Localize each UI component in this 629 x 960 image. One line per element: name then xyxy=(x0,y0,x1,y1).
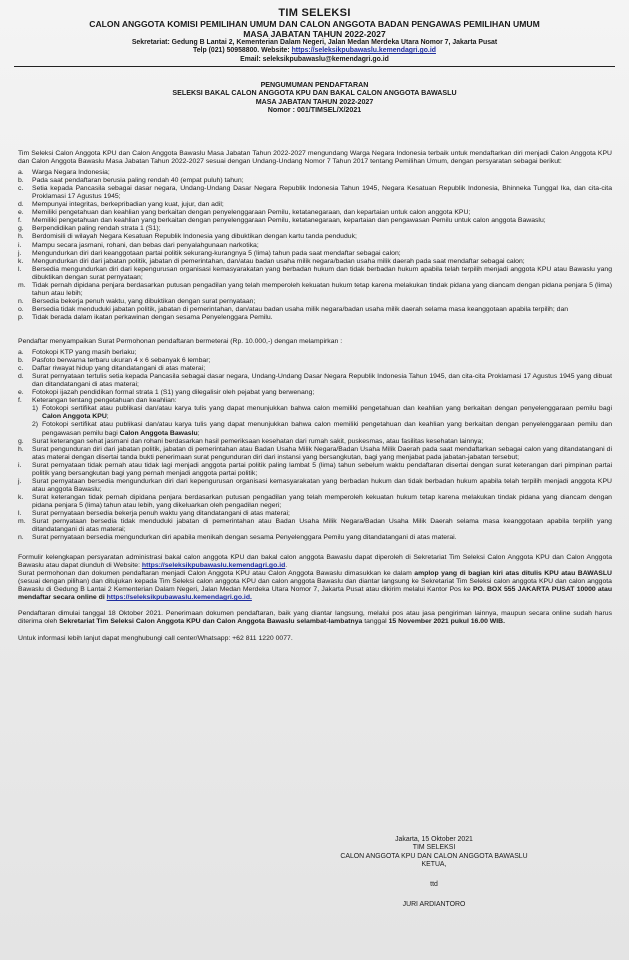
attachments-list xyxy=(18,349,612,405)
online-registration-link[interactable]: https://seleksikpubawaslu.kemendagri.go.id. xyxy=(106,594,252,602)
submission-paragraph: Surat permohonan dan dokumen pendaftaran menjadi Calon Anggota KPU atau Calon Anggota Bawaslu dimasukkan ke dalam amplop yang di bagian kiri atas ditulis KPU atau BAWASLU (sesuai dengan pilihan) dan ditujukan kepada Tim Seleksi calon anggota KPU dan calon anggota Bawaslu dan diantar langsung ke Sekretariat Tim Seleksi calon anggota KPU dan calon anggota Bawaslu di Gedung B Lantai 2 Kementerian Dalam Negeri, Jalan Medan Merdeka Utara Nomor 7, Jakarta Pusat atau dikirim melalui Kantor Pos ke PO. BOX 555 JAKARTA PUSAT 10000 atau mendaftar secara online di https://seleksikpubawaslu.kemendagri.go.id. xyxy=(18,570,613,602)
list-marker: c. xyxy=(18,185,24,193)
list-marker: l. xyxy=(18,265,22,273)
list-text: Tidak pernah dipidana penjara berdasarkan putusan pengadilan yang telah memperoleh kekuatan hukum tetap karena melakukan tindak pidana yang diancam dengan pidana penjara 5 (lima) tahun atau lebih; xyxy=(32,281,612,297)
signature-org-full: CALON ANGGOTA KPU DAN CALON ANGGOTA BAWASLU xyxy=(340,852,528,860)
list-marker: d. xyxy=(18,201,24,209)
signature-block xyxy=(340,836,528,910)
requirements-list xyxy=(18,169,612,322)
list-marker: 1) xyxy=(32,405,39,413)
list-item xyxy=(18,405,612,421)
list-marker: p. xyxy=(18,313,24,321)
signature-ttd: ttd xyxy=(430,881,438,889)
list-text: Surat pernyataan bersedia mengundurkan diri dari kepengurusan organisasi kemasyarakatan yang berbadan hukum dan tidak berbadan hukum apabila telah terpilih menjadi anggota KPU atau anggota Bawaslu; xyxy=(32,477,612,493)
list-text: Mengundurkan diri dari keanggotaan partai politik sekurang-kurangnya 5 (lima) tahun pada saat mendaftar sebagai calon; xyxy=(32,249,401,257)
form-download-link[interactable]: https://seleksikpubawaslu.kemendagri.go.id xyxy=(141,562,286,570)
list-item xyxy=(18,209,612,217)
list-marker: i. xyxy=(18,241,22,249)
list-item xyxy=(18,282,612,298)
header-term: MASA JABATAN TAHUN 2022-2027 xyxy=(243,29,386,39)
intro-paragraph: Tim Seleksi Calon Anggota KPU dan Calon Anggota Bawaslu Masa Jabatan Tahun 2022-2027 mengundang Warga Negara Indonesia terbaik untuk mendaftarkan diri menjadi Calon Anggota KPU dan Calon Anggota Bawaslu Masa Jabatan Tahun 2022-2027 sesuai dengan Undang-Undang Nomor 7 Tahun 2017 tentang Pemilihan Umum, dengan persyaratan sebagai berikut: xyxy=(18,150,612,166)
list-item xyxy=(18,201,612,209)
announcement-subject: SELEKSI BAKAL CALON ANGGOTA KPU DAN BAKAL CALON ANGGOTA BAWASLU xyxy=(172,89,457,98)
list-text: Bersedia mengundurkan diri dari kepengurusan organisasi kemasyarakatan yang berbadan hukum dan tidak berbadan hukum apabila telah terpilih menjadi anggota KPU atau Bawaslu yang dibuktikan dengan surat pernyataan; xyxy=(32,265,612,281)
announcement-number: Nomor : 001/TIMSEL/X/2021 xyxy=(267,106,362,115)
list-text: Surat keterangan sehat jasmani dan rohani berdasarkan hasil pemeriksaan kesehatan dari rumah sakit, puskesmas, atau fasilitas kesehatan lainnya; xyxy=(32,437,484,445)
list-marker: n. xyxy=(18,534,24,542)
list-text: Berpendidikan paling rendah strata 1 (S1); xyxy=(32,225,161,233)
list-marker: h. xyxy=(18,233,24,241)
header-secretariat: Sekretariat: Gedung B Lantai 2, Kementerian Dalam Negeri, Jalan Medan Merdeka Utara Nomor 7, Jakarta Pusat xyxy=(131,39,498,46)
list-text: Keterangan tentang pengetahuan dan keahlian: xyxy=(32,397,177,405)
list-marker: h. xyxy=(18,445,24,453)
list-item xyxy=(18,510,612,518)
list-text: Fotokopi ijazah pendidikan formal strata 1 (S1) yang dilegalisir oleh pejabat yang berwenang; xyxy=(32,389,315,397)
list-item xyxy=(18,438,612,446)
signatory-name: JURI ARDIANTORO xyxy=(402,901,466,909)
header-telp: Telp (021) 50958800. Website: xyxy=(193,47,292,55)
signature-role: KETUA, xyxy=(421,860,447,868)
list-text: Surat pernyataan tertulis setia kepada Pancasila sebagai dasar negara, Undang-Undang Dasar Negara Republik Indonesia Tahun 1945, dan cita-cita Proklamasi 17 Agustus 1945 yang dibuat dan ditandatangani di atas materai; xyxy=(32,373,612,389)
list-text: Memiliki pengetahuan dan keahlian yang berkaitan dengan penyelenggaraan Pemilu, ketatanegaraan, kepartaian dan pengawasan Pemilu untuk calon anggota Bawaslu; xyxy=(32,217,546,225)
list-marker: k. xyxy=(18,257,24,265)
list-text: Mengundurkan diri dari jabatan politik, jabatan di pemerintahan, dan/atau badan usaha milik negara/badan usaha milik daerah pada saat mendaftar sebagai calon; xyxy=(32,257,525,265)
list-marker: o. xyxy=(18,305,24,313)
list-text: Memiliki pengetahuan dan keahlian yang berkaitan dengan penyelenggaraan Pemilu, ketatanegaraan, dan kepartaian untuk calon anggota KPU; xyxy=(32,209,471,217)
header-divider xyxy=(14,66,615,67)
list-marker: j. xyxy=(18,249,22,257)
list-item xyxy=(18,446,612,462)
announcement-term: MASA JABATAN TAHUN 2022-2027 xyxy=(255,97,374,106)
list-text: Surat pernyataan tidak pernah atau tidak lagi menjadi anggota partai politik paling lambat 5 (lima) tahun sebelum waktu pendaftaran disertai dengan surat keterangan dari pimpinan partai politik yang bersangkutan bagi yang pernah menjadi anggota partai politik; xyxy=(32,461,612,477)
list-text: Surat keterangan tidak pernah dipidana penjara berdasarkan putusan pengadilan yang telah memperoleh kekuatan hukum tetap karena melakukan tindak pidana yang diancam dengan pidana penjara 5 (lima) tahun atau lebih, yang dikeluarkan oleh pengadilan negeri; xyxy=(32,493,612,509)
list-marker: 2) xyxy=(32,421,39,429)
announcement-title: PENGUMUMAN PENDAFTARAN xyxy=(260,80,369,89)
list-text: Tidak berada dalam ikatan perkawinan dengan sesama Penyelenggara Pemilu. xyxy=(32,313,273,321)
list-text: Warga Negara Indonesia; xyxy=(32,169,110,177)
expertise-sublist xyxy=(18,405,612,437)
list-text: Mampu secara jasmani, rohani, dan bebas dari penyalahgunaan narkotika; xyxy=(32,241,259,249)
list-marker: e. xyxy=(18,209,24,217)
list-item xyxy=(18,389,612,397)
list-item xyxy=(18,266,612,282)
list-item xyxy=(18,242,612,250)
list-text: Mempunyai integritas, berkepribadian yang kuat, jujur, dan adil; xyxy=(32,201,224,209)
website-link[interactable]: https://seleksikpubawaslu.kemendagri.go.id xyxy=(291,47,436,55)
list-marker: b. xyxy=(18,357,24,365)
list-marker: k. xyxy=(18,493,24,501)
list-text: Pasfoto berwarna terbaru ukuran 4 x 6 sebanyak 6 lembar; xyxy=(32,357,211,365)
header-contact xyxy=(0,47,629,55)
list-marker: m. xyxy=(18,518,26,526)
list-marker: c. xyxy=(18,365,24,373)
list-item xyxy=(18,534,612,542)
header-email: Email: seleksikpubawaslu@kemendagri.go.id xyxy=(240,55,389,63)
list-text: Fotokopi KTP yang masih berlaku; xyxy=(32,349,137,357)
list-item xyxy=(18,314,612,322)
list-item xyxy=(18,349,612,357)
signature-place-date: Jakarta, 15 Oktober 2021 xyxy=(395,836,473,843)
list-text: Pada saat pendaftaran berusia paling rendah 40 (empat puluh) tahun; xyxy=(32,177,244,185)
list-item xyxy=(18,233,612,241)
list-item xyxy=(18,462,612,478)
list-marker: b. xyxy=(18,177,24,185)
list-item xyxy=(18,177,612,185)
list-item xyxy=(18,518,612,534)
list-item xyxy=(18,250,612,258)
list-marker: g. xyxy=(18,225,24,233)
list-marker: e. xyxy=(18,389,24,397)
list-item xyxy=(18,397,612,405)
attachments-intro: Pendaftar menyampaikan Surat Permohonan pendaftaran bermeterai (Rp. 10.000,-) dengan melampirkan : xyxy=(18,337,343,345)
list-marker: a. xyxy=(18,349,24,357)
list-marker: d. xyxy=(18,373,24,381)
list-text: Surat pengunduran diri dari jabatan politik, jabatan di pemerintahan atau Badan Usaha Milik Negara/Badan Usaha Milik Daerah pada saat mendaftarkan sebagai calon yang ditandatangani di atas materai dengan disertai tanda bukti penerimaan surat pengunduran diri dari instansi yang bersangkutan, bagi yang menjabat pada jabatan-jabatan tersebut; xyxy=(32,445,612,461)
list-item xyxy=(18,225,612,233)
list-marker: m. xyxy=(18,281,26,289)
header-title: TIM SELEKSI xyxy=(278,7,351,19)
deadline-paragraph: Pendaftaran dimulai tanggal 18 Oktober 2021. Penerimaan dokumen pendaftaran, baik yang diantar langsung, melalui pos atau jasa pengiriman lainnya, maupun secara online sudah harus diterima oleh Sekretariat Tim Seleksi Calon Anggota KPU dan Calon Anggota Bawaslu selambat-lambatnya tanggal 15 November 2021 pukul 16.00 WIB. xyxy=(18,610,612,626)
list-item xyxy=(18,217,612,225)
list-item xyxy=(18,298,612,306)
attachments-list-continued xyxy=(18,438,612,543)
list-item xyxy=(18,494,612,510)
list-item xyxy=(18,169,612,177)
list-item xyxy=(18,373,612,389)
list-text: Surat pernyataan bersedia bekerja penuh waktu yang ditandatangani di atas materai; xyxy=(32,509,290,517)
list-text: Fotokopi sertifikat atau publikasi dan/atau karya tulis yang dapat menunjukkan bahwa calon memiliki pengetahuan dan keahlian yang berkaitan dengan penyelenggaraan pemilu dan pengawasan pemilu bagi Calon Anggota Bawaslu; xyxy=(42,421,612,437)
list-item xyxy=(18,365,612,373)
form-paragraph: Formulir kelengkapan persyaratan administrasi bakal calon anggota KPU dan bakal calon anggota Bawaslu dapat diperoleh di Sekretariat Tim Seleksi Calon Anggota KPU dan Calon Anggota Bawaslu atau dapat diunduh di Website: https://seleksikpubawaslu.kemendagri.go.id. xyxy=(18,554,612,570)
list-item xyxy=(18,421,612,437)
document-body xyxy=(18,150,612,643)
list-marker: j. xyxy=(18,477,22,485)
list-item xyxy=(18,478,612,494)
list-text: Fotokopi sertifikat atau publikasi dan/atau karya tulis yang dapat menunjukkan bahwa calon memiliki pengetahuan dan keahlian yang berkaitan dengan penyelenggaraan pemilu bagi Calon Anggota KPU; xyxy=(42,405,612,421)
list-text: Setia kepada Pancasila sebagai dasar negara, Undang-Undang Dasar Negara Republik Indonesia Tahun 1945, Negara Kesatuan Republik Indonesia, Bhinneka Tunggal Ika, dan cita-cita Proklamasi 17 Agustus 1945; xyxy=(32,185,612,201)
signature-org: TIM SELEKSI xyxy=(412,844,456,852)
list-marker: f. xyxy=(18,217,22,225)
list-text: Surat pernyataan bersedia tidak menduduki jabatan di pemerintahan atau Badan Usaha Milik Negara/Badan Usaha Milik Daerah selama masa keanggotaan apabila terpilih yang ditandatangani di atas materai; xyxy=(32,518,612,534)
list-text: Bersedia bekerja penuh waktu, yang dibuktikan dengan surat pernyataan; xyxy=(32,297,256,305)
list-text: Surat pernyataan bersedia mengundurkan diri apabila menikah dengan sesama Penyelenggara Pemilu yang ditandatangani di atas materai. xyxy=(32,534,457,542)
list-text: Berdomisili di wilayah Negara Kesatuan Republik Indonesia yang dibuktikan dengan kartu tanda penduduk; xyxy=(32,233,357,241)
list-marker: n. xyxy=(18,297,24,305)
list-item xyxy=(18,258,612,266)
list-marker: f. xyxy=(18,397,22,405)
announcement-heading xyxy=(0,81,629,115)
list-item xyxy=(18,306,612,314)
list-marker: l. xyxy=(18,509,22,517)
list-marker: g. xyxy=(18,437,24,445)
list-item xyxy=(18,357,612,365)
list-text: Bersedia tidak menduduki jabatan politik, jabatan di pemerintahan, dan/atau badan usaha milik negara/badan usaha milik daerah selama masa keanggotaan apabila terpilih; dan xyxy=(32,305,569,313)
header-subtitle: CALON ANGGOTA KOMISI PEMILIHAN UMUM DAN CALON ANGGOTA BADAN PENGAWAS PEMILIHAN UMUM xyxy=(89,19,540,29)
contact-paragraph: Untuk informasi lebih lanjut dapat menghubungi call center/Whatsapp: +62 811 1220 0077. xyxy=(18,634,293,642)
list-text: Daftar riwayat hidup yang ditandatangani di atas materai; xyxy=(32,365,206,373)
list-marker: a. xyxy=(18,169,24,177)
list-item xyxy=(18,185,612,201)
list-marker: i. xyxy=(18,461,22,469)
